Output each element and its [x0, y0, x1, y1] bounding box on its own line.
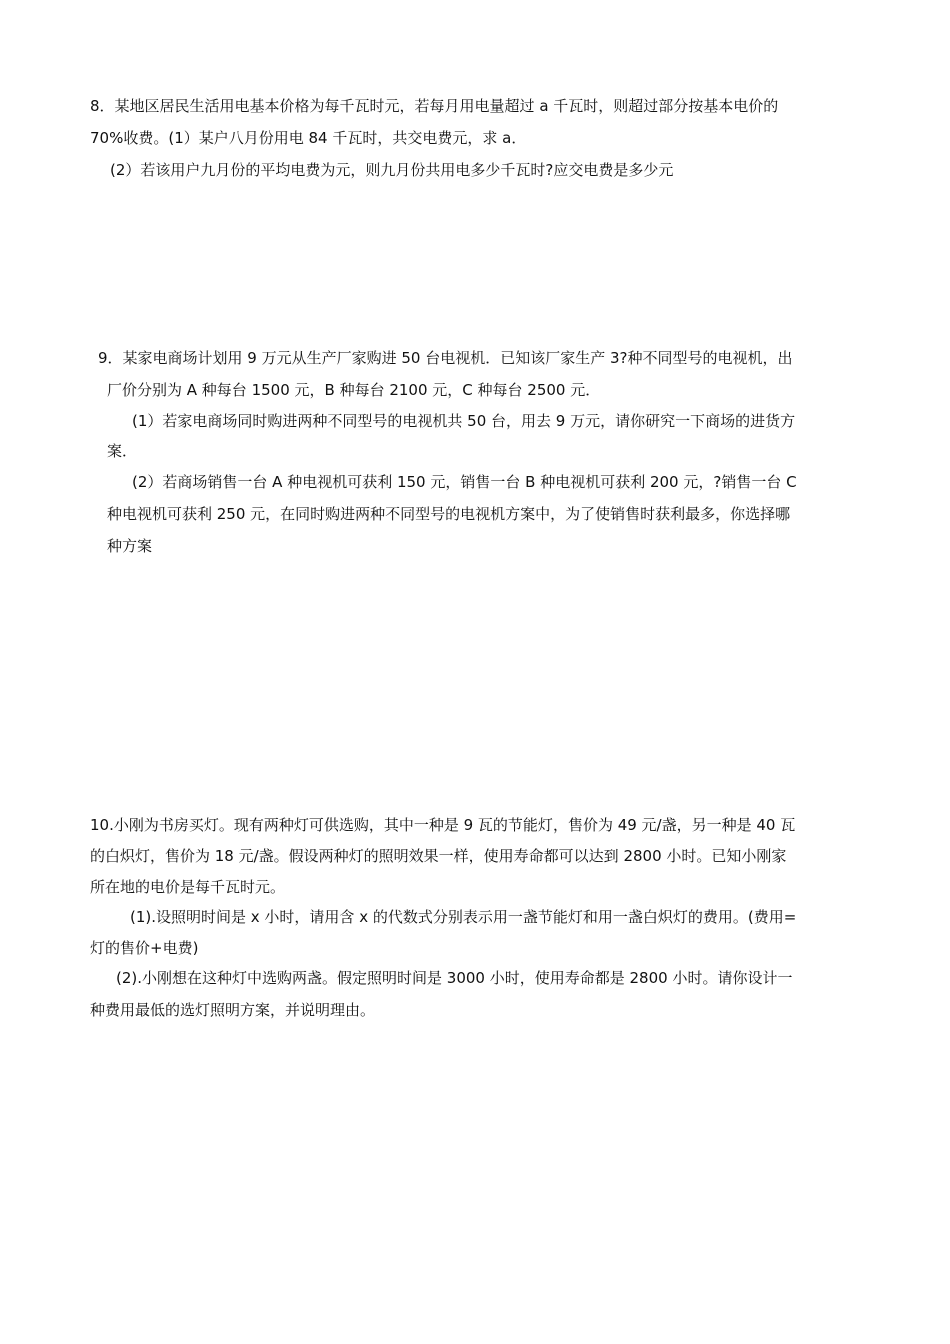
q9-line-7: 种方案	[107, 537, 153, 555]
q10-line-6: (2).小刚想在这种灯中选购两盏。假定照明时间是 3000 小时，使用寿命都是 2800 小时。请你设计一	[116, 969, 793, 987]
q10-line-7: 种费用最低的选灯照明方案，并说明理由。	[90, 1001, 376, 1019]
q9-line-1: 9．某家电商场计划用 9 万元从生产厂家购进 50 台电视机．已知该厂家生产 3?种不同型号的电视机，出	[98, 349, 793, 367]
q8-line-1: 8．某地区居民生活用电基本价格为每千瓦时元，若每月用电量超过 a 千瓦时，则超过部分按基本电价的	[90, 97, 779, 115]
q9-line-5: (2）若商场销售一台 A 种电视机可获利 150 元，销售一台 B 种电视机可获利 200 元，?销售一台 C	[132, 473, 797, 491]
q8-line-2: 70%收费。(1）某户八月份用电 84 千瓦时，共交电费元，求 a．	[90, 129, 527, 147]
q9-line-3: (1）若家电商场同时购进两种不同型号的电视机共 50 台，用去 9 万元，请你研究一下商场的进货方	[132, 412, 796, 430]
q10-line-2: 的白炽灯，售价为 18 元/盏。假设两种灯的照明效果一样，使用寿命都可以达到 2800 小时。已知小刚家	[90, 847, 787, 865]
q9-line-6: 种电视机可获利 250 元，在同时购进两种不同型号的电视机方案中，为了使销售时获利最多，你选择哪	[107, 505, 791, 523]
q8-line-3: (2）若该用户九月份的平均电费为元，则九月份共用电多少千瓦时?应交电费是多少元	[110, 161, 674, 179]
q9-line-2: 厂价分别为 A 种每台 1500 元，B 种每台 2100 元，C 种每台 2500 元．	[107, 381, 601, 399]
q10-line-5: 灯的售价+电费)	[90, 939, 199, 957]
q10-line-4: (1).设照明时间是 x 小时，请用含 x 的代数式分别表示用一盏节能灯和用一盏白炽灯的费用。(费用=	[130, 908, 797, 926]
q10-line-1: 10.小刚为书房买灯。现有两种灯可供选购，其中一种是 9 瓦的节能灯，售价为 49 元/盏，另一种是 40 瓦	[90, 816, 796, 834]
q10-line-3: 所在地的电价是每千瓦时元。	[90, 878, 286, 896]
q9-line-4: 案．	[107, 442, 138, 460]
